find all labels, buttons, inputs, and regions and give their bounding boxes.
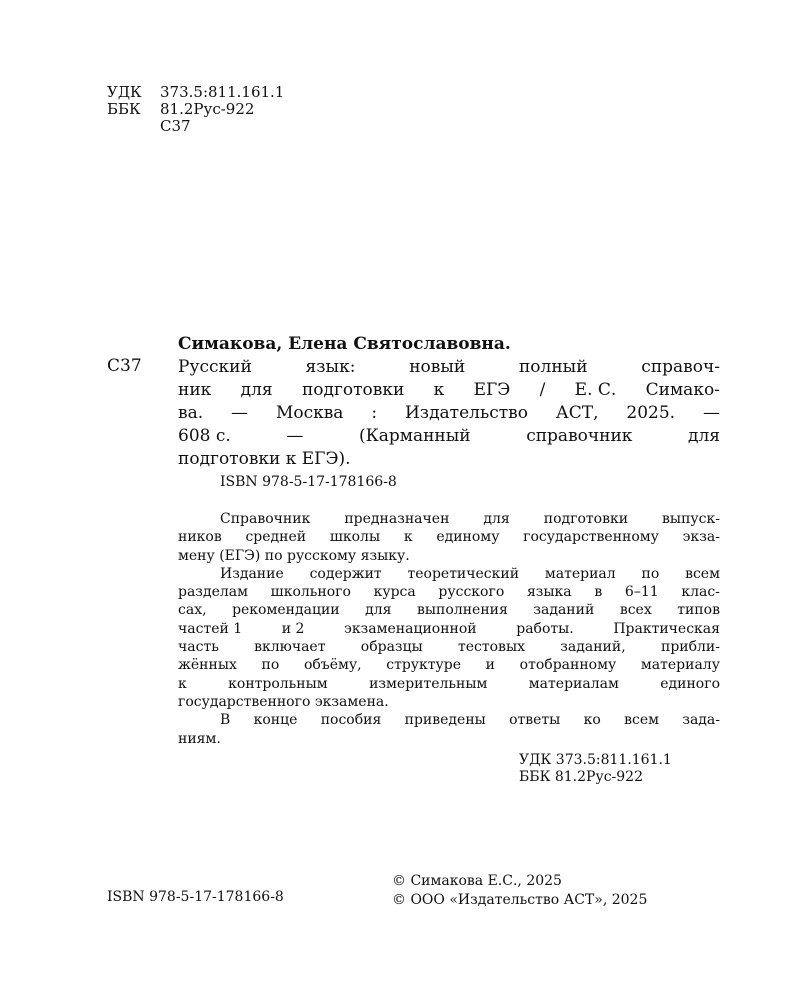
word: Издание	[220, 565, 284, 582]
word: ответы	[509, 712, 561, 729]
word: ников	[178, 529, 222, 546]
bbk-value: 81.2Рус-922	[160, 100, 255, 118]
word: всем	[685, 565, 720, 582]
word: частей 1	[178, 620, 243, 637]
word: контрольным	[228, 675, 328, 692]
word: всем	[624, 712, 660, 729]
word: для	[240, 380, 273, 400]
word: теоретический	[407, 565, 520, 582]
word: пособия	[320, 712, 382, 729]
footer-isbn: ISBN 978-5-17-178166-8	[107, 889, 284, 905]
word: экза-	[682, 529, 720, 546]
word: :	[371, 403, 378, 423]
word: АСТ,	[555, 403, 599, 423]
word: (Карманный	[358, 426, 471, 446]
annotation-line: ниям.	[178, 730, 221, 747]
word: язык:	[305, 357, 356, 377]
udk-bottom: УДК 373.5:811.161.1	[519, 752, 672, 768]
word: клас-	[681, 584, 720, 601]
word: по	[261, 657, 280, 674]
copyright-block	[392, 872, 647, 910]
word: рекомендации	[232, 602, 340, 619]
word: подготовки	[301, 380, 405, 400]
word: Справочник	[220, 511, 311, 527]
word: материалам	[528, 675, 619, 692]
word: образцы	[360, 639, 423, 656]
word: для	[483, 511, 510, 527]
annotation-line	[178, 565, 720, 583]
udk-value: 373.5:811.161.1	[160, 83, 285, 101]
word: —	[702, 403, 720, 423]
word: всех	[619, 602, 652, 619]
word: Издательство	[404, 403, 528, 423]
word: справочник	[526, 426, 633, 446]
copyright-author: © Симакова Е.С., 2025	[392, 873, 562, 889]
word: материалу	[640, 657, 720, 674]
word: для	[365, 602, 392, 619]
word: курса	[373, 584, 416, 601]
annotation	[178, 510, 720, 748]
word: справоч-	[641, 357, 720, 377]
annotation-line: мену (ЕГЭ) по русскому языку.	[178, 547, 410, 564]
word: включает	[254, 639, 326, 656]
word: часть	[178, 639, 219, 656]
annotation-line	[178, 656, 720, 674]
word: —	[286, 426, 304, 446]
author-mark: С37	[160, 117, 191, 135]
word: зада-	[682, 712, 720, 729]
word: экзаменационной	[344, 620, 477, 637]
word: Русский	[178, 357, 252, 377]
word: единому	[436, 529, 500, 546]
word: материал	[544, 565, 616, 582]
word: для	[687, 426, 720, 446]
word: содержит	[309, 565, 382, 582]
entry-line	[178, 356, 720, 379]
annotation-line	[178, 583, 720, 601]
copyright-publisher: © ООО «Издательство АСТ», 2025	[392, 892, 648, 908]
word: Москва	[275, 403, 344, 423]
entry-line: подготовки к ЕГЭ).	[178, 449, 351, 469]
word: языка	[526, 584, 572, 601]
word: ва.	[178, 403, 204, 423]
annotation-line	[178, 601, 720, 619]
word: выполнения	[417, 602, 508, 619]
word: государственному	[523, 529, 659, 546]
word: полный	[518, 357, 588, 377]
word: и	[485, 657, 496, 674]
word: заданий	[533, 602, 595, 619]
annotation-line	[178, 675, 720, 693]
word: жённых	[178, 657, 237, 674]
word: работы.	[516, 620, 574, 637]
entry-line	[178, 379, 720, 402]
word: разделам	[178, 584, 248, 601]
word: /	[539, 380, 546, 400]
word: конце	[253, 712, 298, 729]
word: прибли-	[660, 639, 720, 656]
word: к	[178, 675, 187, 692]
word: ЕГЭ	[473, 380, 511, 400]
word: Е. С.	[574, 380, 617, 400]
word: подготовки	[543, 511, 629, 527]
word: и 2	[281, 620, 305, 637]
word: к	[433, 380, 445, 400]
annotation-line	[178, 528, 720, 546]
annotation-line	[178, 711, 720, 729]
annotation-line	[178, 638, 720, 656]
word: тестовых	[458, 639, 525, 656]
word: В	[220, 712, 231, 729]
word: в	[594, 584, 603, 601]
bbk-row	[107, 101, 284, 118]
entry-isbn: ISBN 978-5-17-178166-8	[220, 474, 397, 490]
word: школы	[329, 529, 381, 546]
bibliographic-entry	[178, 356, 720, 471]
word: сах,	[178, 602, 207, 619]
word: типов	[677, 602, 720, 619]
word: новый	[409, 357, 466, 377]
word: структуре	[386, 657, 462, 674]
entry-line	[178, 402, 720, 425]
word: приведены	[404, 712, 486, 729]
udk-label: УДК	[107, 83, 142, 101]
bbk-bottom: ББК 81.2Рус-922	[519, 769, 643, 785]
author-mark-row	[107, 118, 284, 135]
word: предназначен	[344, 511, 450, 527]
word: Симако-	[645, 380, 720, 400]
word: ник	[178, 380, 212, 400]
entry-line	[178, 425, 720, 448]
annotation-line: государственного экзамена.	[178, 693, 389, 710]
word: по	[641, 565, 660, 582]
word: школьного	[270, 584, 351, 601]
word: единого	[660, 675, 720, 692]
word: выпуск-	[662, 511, 720, 527]
word: 608 с.	[178, 426, 231, 446]
word: измерительным	[369, 675, 488, 692]
word: Практическая	[613, 620, 720, 637]
word: средней	[245, 529, 307, 546]
word: 6–11	[624, 584, 659, 601]
word: ко	[583, 712, 601, 729]
word: 2025.	[626, 403, 676, 423]
annotation-line	[178, 510, 720, 528]
annotation-line	[178, 620, 720, 638]
author-name: Симакова, Елена Святославовна.	[178, 334, 511, 354]
word: объёму,	[303, 657, 362, 674]
word: русского	[438, 584, 505, 601]
classification-block	[107, 84, 284, 135]
word: заданий,	[560, 639, 626, 656]
udk-row	[107, 84, 284, 101]
author-code: С37	[107, 356, 142, 376]
classification-bottom	[519, 752, 672, 786]
word: отобранному	[519, 657, 617, 674]
word: —	[231, 403, 249, 423]
word: к	[403, 529, 413, 546]
bbk-label: ББК	[107, 100, 141, 118]
